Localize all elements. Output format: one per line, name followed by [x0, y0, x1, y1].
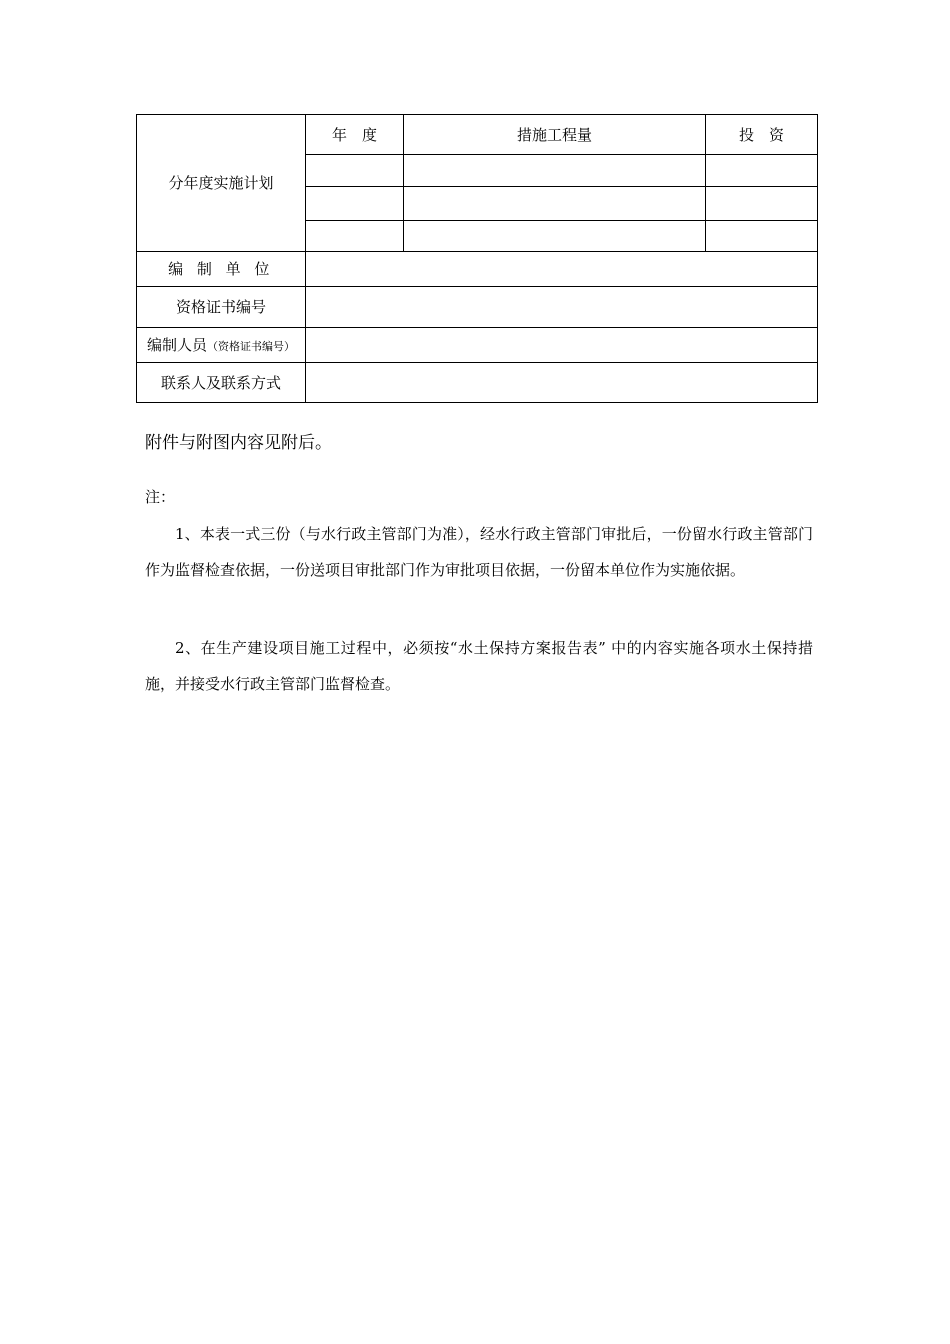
contact-value[interactable]: [306, 363, 818, 403]
notes-title: 注：: [145, 488, 176, 506]
plan-year-cell[interactable]: [306, 221, 404, 252]
compiling-unit-row: [137, 252, 818, 287]
year-header: 年 度: [306, 115, 404, 155]
table-header-row: [137, 115, 818, 155]
measures-header: 措施工程量: [404, 115, 706, 155]
compiler-label: 编制人员: [146, 336, 207, 354]
certificate-number-row: [137, 287, 818, 328]
plan-measures-cell[interactable]: [404, 221, 706, 252]
implementation-plan-table: [136, 114, 818, 403]
investment-header: 投 资: [706, 115, 818, 155]
attachment-note: 附件与附图内容见附后。: [145, 433, 332, 453]
plan-investment-cell[interactable]: [706, 221, 818, 252]
plan-investment-cell[interactable]: [706, 155, 818, 187]
note-item: 1、本表一式三份（与水行政主管部门为准），经水行政主管部门审批后，一份留水行政主管部门作为监督检查依据，一份送项目审批部门作为审批项目依据，一份留本单位作为实施依据。: [145, 525, 813, 579]
plan-year-cell[interactable]: [306, 187, 404, 221]
plan-measures-cell[interactable]: [404, 187, 706, 221]
plan-investment-cell[interactable]: [706, 187, 818, 221]
compiler-value[interactable]: [306, 328, 818, 363]
compiler-label-cell: [137, 328, 306, 363]
plan-year-cell[interactable]: [306, 155, 404, 187]
plan-label-cell: 分年度实施计划: [137, 115, 306, 252]
contact-row: [137, 363, 818, 403]
certificate-number-value[interactable]: [306, 287, 818, 328]
compiling-unit-label: 编 制 单 位: [137, 252, 306, 287]
compiler-row: [137, 328, 818, 363]
note-item: 2、在生产建设项目施工过程中，必须按“水土保持方案报告表” 中的内容实施各项水土保持措施，并接受水行政主管部门监督检查。: [145, 639, 813, 693]
compiler-label-note: （资格证书编号）: [207, 340, 295, 353]
plan-measures-cell[interactable]: [404, 155, 706, 187]
certificate-number-label: 资格证书编号: [137, 287, 306, 328]
contact-label: 联系人及联系方式: [137, 363, 306, 403]
compiling-unit-value[interactable]: [306, 252, 818, 287]
